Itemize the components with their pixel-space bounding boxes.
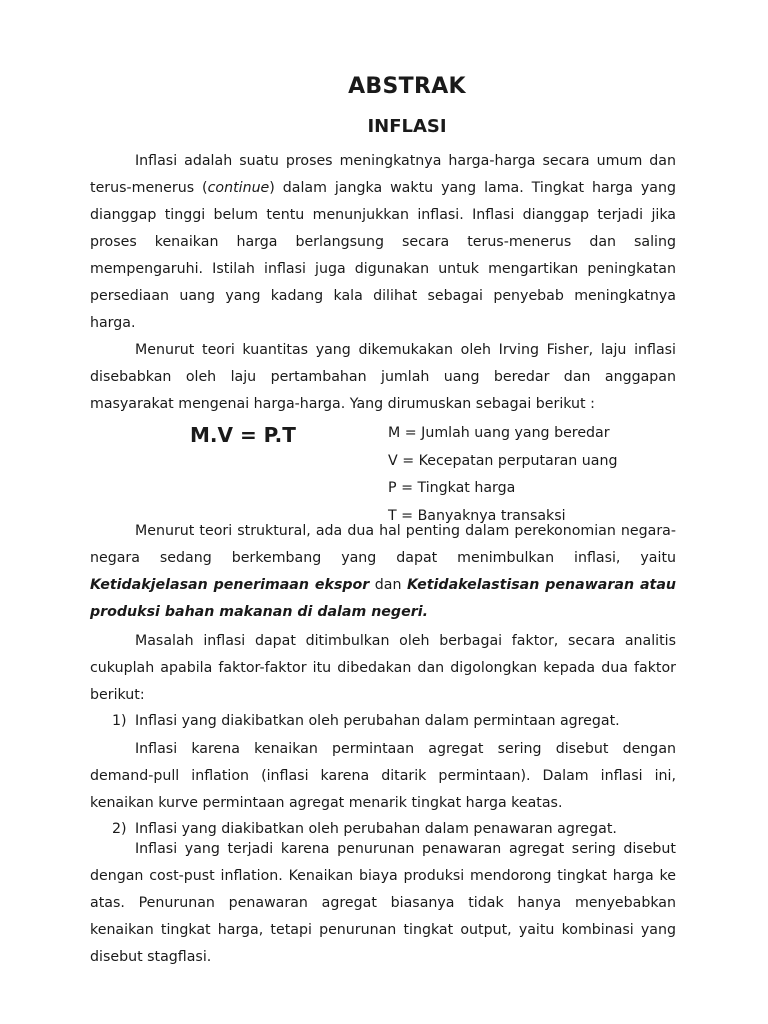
variable-t: T = Banyaknya transaksi xyxy=(388,507,566,524)
variable-v: V = Kecepatan perputaran uang xyxy=(388,452,618,469)
list-item-1-number: 1) xyxy=(112,713,127,729)
p2-text: Menurut teori kuantitas yang dikemukakan oleh Irving Fisher, laju inflasi disebabkan oleh laju pertambahan jumlah uang beredar dan anggapan masyarakat mengenai harga-harga. Yang dirumuskan sebagai berikut : xyxy=(90,342,676,412)
p3-text-middle: dan xyxy=(369,577,407,593)
formula-variables xyxy=(388,420,617,530)
variable-m: M = Jumlah uang yang beredar xyxy=(388,425,610,441)
document-subtitle: INFLASI xyxy=(367,116,447,137)
formula: M.V = P.T xyxy=(190,423,296,447)
p6-text: Inflasi yang terjadi karena penurunan penawaran agregat sering disebut dengan cost-pust inflation. Kenaikan biaya produksi mendorong tingkat harga ke atas. Penurunan penawaran agregat biasanya tidak hanya menyebabkan kenaikan tingkat harga, tetapi penurunan tingkat output, yaitu kombinasi yang disebut stagflasi. xyxy=(90,841,676,965)
paragraph-3 xyxy=(90,518,676,626)
p1-text-after: ) dalam jangka waktu yang lama. Tingkat harga yang dianggap tinggi belum tentu menunjukkan inflasi. Inflasi dianggap terjadi jika proses kenaikan harga berlangsung secara terus-menerus dan saling mempengaruhi. Istilah inflasi juga digunakan untuk mengartikan peningkatan persediaan uang yang kadang kala dilihat sebagai penyebab meningkatnya harga. xyxy=(90,180,676,331)
paragraph-4 xyxy=(90,628,676,709)
list-item-2-number: 2) xyxy=(112,821,127,837)
p3-bold-term-1: Ketidakjelasan penerimaan ekspor xyxy=(90,577,370,593)
document-title: ABSTRAK xyxy=(348,74,466,99)
p1-text-before: Inflasi adalah suatu proses meningkatnya harga-harga secara umum dan terus-menerus ( xyxy=(90,153,676,196)
p4-text: Masalah inflasi dapat ditimbulkan oleh berbagai faktor, secara analitis cukuplah apabila faktor-faktor itu dibedakan dan digolongkan kepada dua faktor berikut: xyxy=(90,633,676,703)
paragraph-2 xyxy=(90,337,676,418)
paragraph-1 xyxy=(90,148,676,337)
variable-p: P = Tingkat harga xyxy=(388,480,516,496)
p1-italic-term: continue xyxy=(207,180,270,196)
list-item-1 xyxy=(90,708,676,735)
list-item-2-text: Inflasi yang diakibatkan oleh perubahan dalam penawaran agregat. xyxy=(135,821,617,837)
paragraph-6 xyxy=(90,836,676,971)
p5-text: Inflasi karena kenaikan permintaan agregat sering disebut dengan demand-pull inflation (inflasi karena ditarik permintaan). Dalam inflasi ini, kenaikan kurve permintaan agregat menarik tingkat harga keatas. xyxy=(90,741,676,811)
p3-text-before: Menurut teori struktural, ada dua hal penting dalam perekonomian negara-negara sedang berkembang yang dapat menimbulkan inflasi, yaitu xyxy=(90,523,676,566)
paragraph-5 xyxy=(90,736,676,817)
list-item-1-text: Inflasi yang diakibatkan oleh perubahan dalam permintaan agregat. xyxy=(135,713,620,729)
p3-bold-term-2: Ketidakelastisan penawaran atau produksi bahan makanan di dalam negeri. xyxy=(90,577,676,620)
